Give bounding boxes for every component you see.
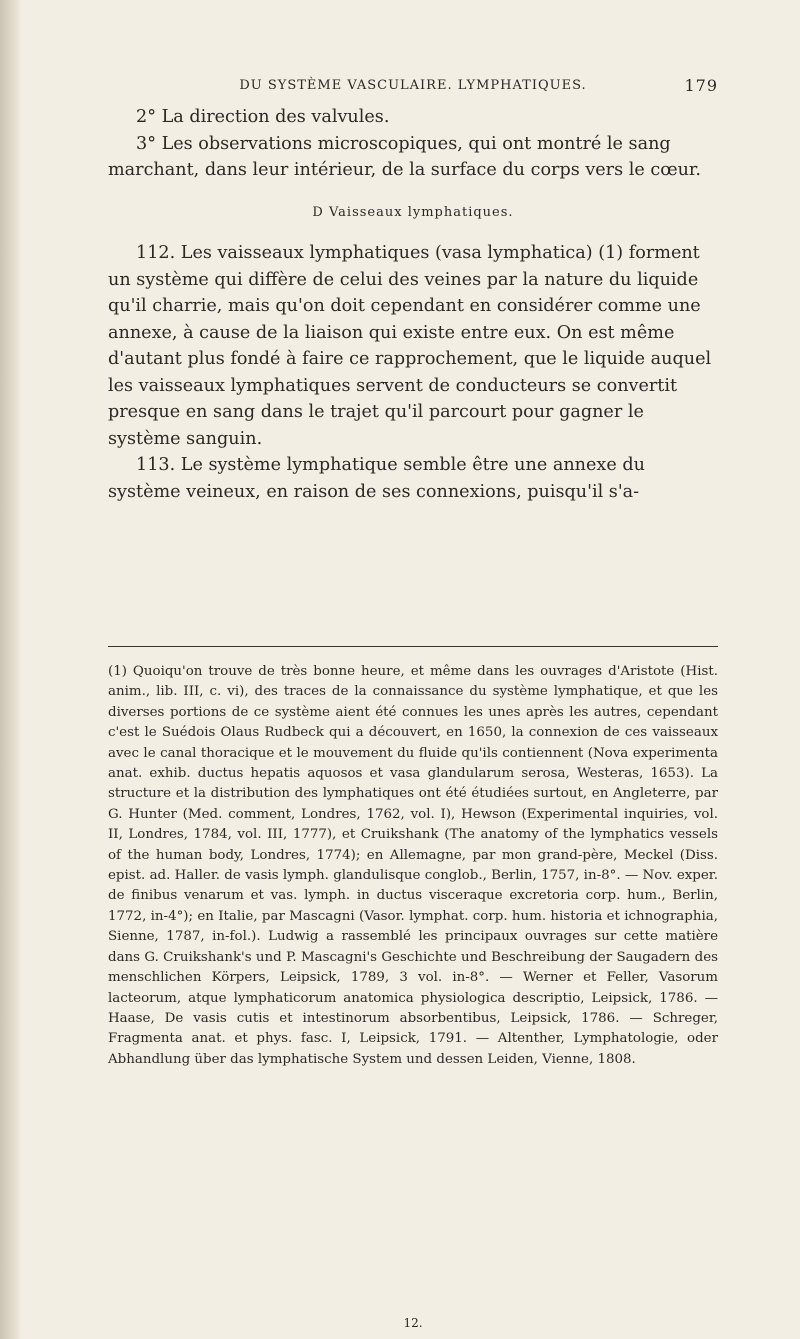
page-number: 179 <box>684 76 718 95</box>
item-3: 3° Les observations microscopiques, qui ont montré le sang marchant, dans leur intérieur, de la surface du corps vers le cœur. <box>108 133 701 180</box>
footnote-rule <box>108 646 718 647</box>
running-head <box>108 78 718 93</box>
book-page <box>108 0 718 1339</box>
item-2: 2° La direction des valvules. <box>136 107 390 127</box>
main-text <box>108 104 718 505</box>
running-head-title: DU SYSTÈME VASCULAIRE. LYMPHATIQUES. <box>239 78 587 93</box>
page-gutter-shadow <box>0 0 22 1339</box>
signature-mark: 12. <box>403 1316 423 1330</box>
paragraph-112: 112. Les vaisseaux lymphatiques (vasa lymphatica) (1) forment un système qui diffère de celui des veines par la nature du liquide qu'il charrie, mais qu'on doit cependant en considérer comme une annexe, à cause de la liaison qui existe entre eux. On est même d'autant plus fondé à faire ce rapprochement, que le liquide auquel les vaisseaux lymphatiques servent de conducteurs se convertit presque en sang dans le trajet qu'il parcourt pour gagner le système sanguin. <box>108 243 712 449</box>
paragraph-113: 113. Le système lymphatique semble être une annexe du système veineux, en raison de ses connexions, puisqu'il s'a- <box>108 455 645 502</box>
footnote-text: (1) Quoiqu'on trouve de très bonne heure, et même dans les ouvrages d'Aristote (Hist. anim., lib. III, c. vi), des traces de la connaissance du système lymphatique, et que les diverses portions de ce système aient été connues les unes après les autres, cependant c'est le Suédois Olaus Rudbeck qui a découvert, en 1650, la connexion de ces vaisseaux avec le canal thoracique et le mouvement du fluide qu'ils contiennent (Nova experimenta anat. exhib. ductus hepatis aquosos et vasa glandularum serosa, Westeras, 1653). La structure et la distribution des lymphatiques ont été étudiées surtout, en Angleterre, par G. Hunter (Med. comment, Londres, 1762, vol. I), Hewson (Experimental inquiries, vol. II, Londres, 1784, vol. III, 1777), et Cruikshank (The anatomy of the lymphatics vessels of the human body, Londres, 1774); en Allemagne, par mon grand-père, Meckel (Diss. epist. ad. Haller. de vasis lymph. glandulisque conglob., Berlin, 1757, in-8°. — Nov. exper. de finibus venarum et vas. lymph. in ductus visceraque excretoria corp. hum., Berlin, 1772, in-4°); en Italie, par Mascagni (Vasor. lymphat. corp. hum. historia et ichnographia, Sienne, 1787, in-fol.). Ludwig a rassemblé les principaux ouvrages sur cette matière dans G. Cruikshank's und P. Mascagni's Geschichte und Beschreibung der Saugadern des menschlichen Körpers, Leipsick, 1789, 3 vol. in-8°. — Werner et Feller, Vasorum lacteorum, atque lymphaticorum anatomica physiologica descriptio, Leipsick, 1786. — Haase, De vasis cutis et intestinorum absorbentibus, Leipsick, 1786. — Schreger, Fragmenta anat. et phys. fasc. I, Leipsick, 1791. — Altenther, Lymphatologie, oder Abhandlung über das lymphatische System und dessen Leiden, Vienne, 1808. <box>108 664 718 1067</box>
section-heading: D Vaisseaux lymphatiques. <box>312 204 514 220</box>
footnote <box>108 662 718 1070</box>
